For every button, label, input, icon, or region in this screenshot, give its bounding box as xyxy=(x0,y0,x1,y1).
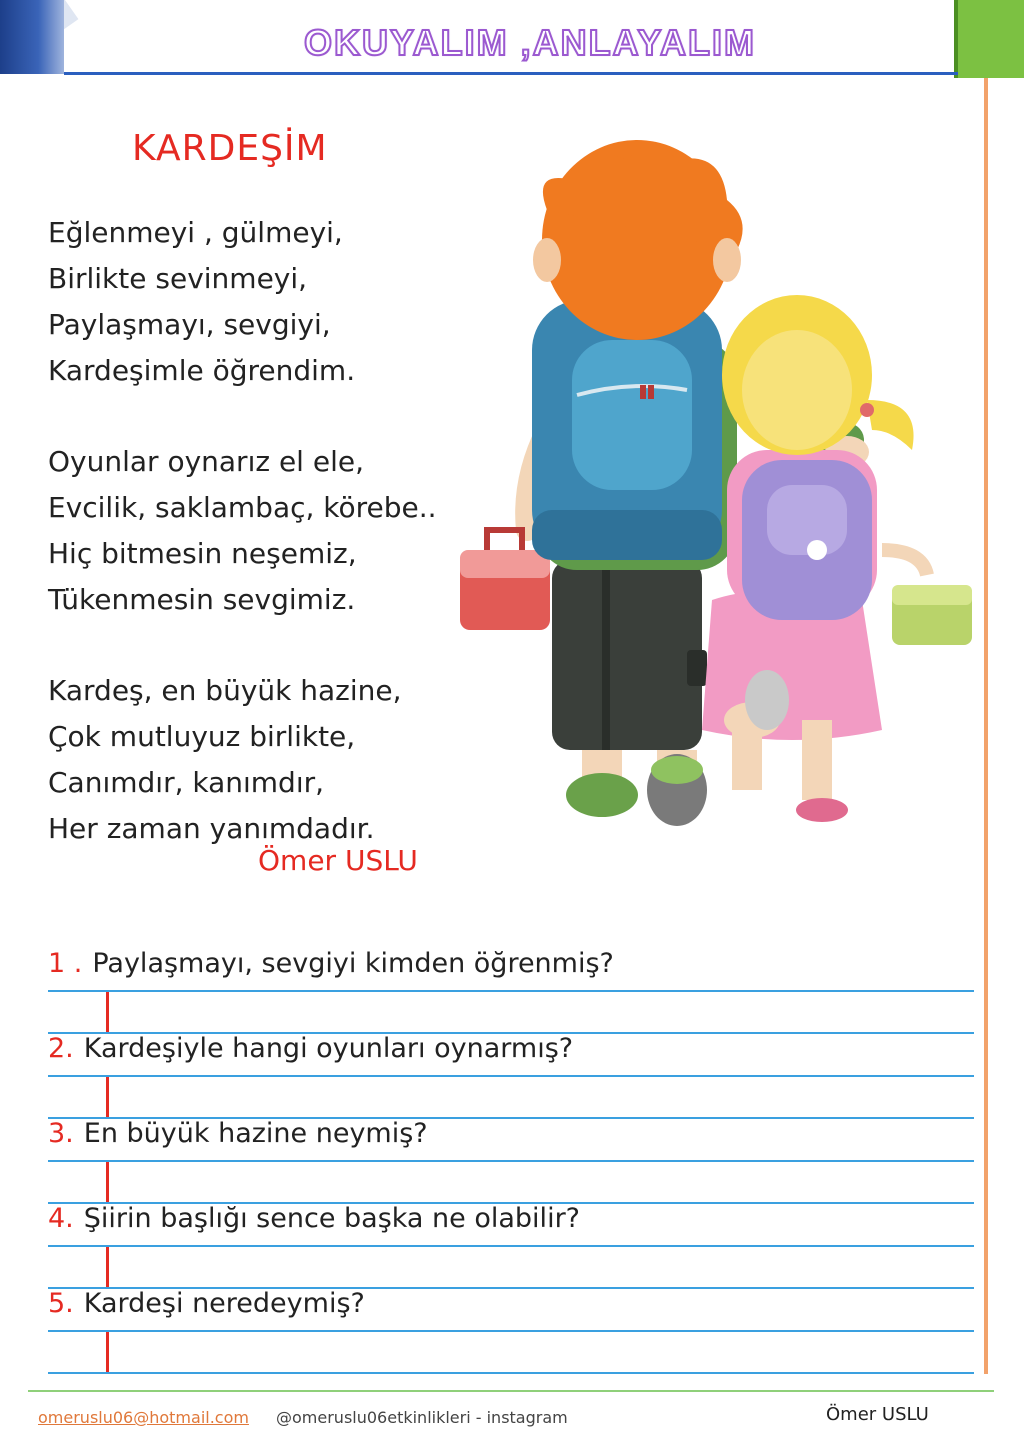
footer-divider xyxy=(28,1390,994,1392)
writing-line xyxy=(48,1330,974,1332)
question-1 xyxy=(48,944,974,1029)
poem-line: Birlikte sevinmeyi, xyxy=(48,262,308,295)
question-label: Şiirin başlığı sence başka ne olabilir? xyxy=(83,1203,580,1234)
poem-line: Evcilik, saklambaç, körebe.. xyxy=(48,491,437,524)
question-4 xyxy=(48,1199,974,1284)
question-text xyxy=(48,1203,580,1234)
poem-line: Çok mutluyuz birlikte, xyxy=(48,720,356,753)
question-number: 2. xyxy=(48,1033,74,1064)
question-list xyxy=(48,944,974,1369)
children-walking-illustration xyxy=(452,130,982,840)
footer-email-link[interactable]: omeruslu06@hotmail.com xyxy=(38,1408,249,1427)
margin-mark xyxy=(106,1332,109,1372)
margin-mark xyxy=(106,1247,109,1287)
question-number: 1 . xyxy=(48,948,83,979)
page-header-title: OKUYALIM ,ANLAYALIM xyxy=(303,22,757,63)
question-text xyxy=(48,1288,365,1319)
poem-body xyxy=(48,210,468,897)
poem-line: Paylaşmayı, sevgiyi, xyxy=(48,308,331,341)
poem-line: Tükenmesin sevgimiz. xyxy=(48,583,356,616)
margin-mark xyxy=(106,1162,109,1202)
corner-decoration-left xyxy=(0,0,64,74)
question-text xyxy=(48,1033,573,1064)
poem-line: Kardeş, en büyük hazine, xyxy=(48,674,402,707)
poem-line: Oyunlar oynarız el ele, xyxy=(48,445,364,478)
writing-line xyxy=(48,990,974,992)
poem-author: Ömer USLU xyxy=(258,844,418,877)
corner-decoration-right xyxy=(954,0,1024,78)
poem-stanza-2 xyxy=(48,439,468,623)
poem-line: Eğlenmeyi , gülmeyi, xyxy=(48,216,343,249)
poem-line: Canımdır, kanımdır, xyxy=(48,766,325,799)
corner-stripe-decoration xyxy=(64,0,194,74)
poem-line: Kardeşimle öğrendim. xyxy=(48,354,356,387)
question-3 xyxy=(48,1114,974,1199)
question-label: Paylaşmayı, sevgiyi kimden öğrenmiş? xyxy=(92,948,614,979)
margin-mark xyxy=(106,1077,109,1117)
answer-line[interactable] xyxy=(48,1372,974,1374)
question-number: 5. xyxy=(48,1288,74,1319)
header-divider xyxy=(64,72,958,75)
writing-line xyxy=(48,1160,974,1162)
question-2 xyxy=(48,1029,974,1114)
footer-instagram: @omeruslu06etkinlikleri - instagram xyxy=(276,1408,568,1427)
question-label: Kardeşi neredeymiş? xyxy=(83,1288,365,1319)
question-number: 3. xyxy=(48,1118,74,1149)
question-label: Kardeşiyle hangi oyunları oynarmış? xyxy=(83,1033,574,1064)
poem-stanza-1 xyxy=(48,210,468,394)
poem-stanza-3 xyxy=(48,668,468,852)
margin-mark xyxy=(106,992,109,1032)
question-number: 4. xyxy=(48,1203,74,1234)
poem-title: KARDEŞİM xyxy=(132,128,328,169)
footer-author: Ömer USLU xyxy=(826,1404,929,1425)
poem-line: Hiç bitmesin neşemiz, xyxy=(48,537,357,570)
right-margin-border xyxy=(984,78,988,1374)
writing-line xyxy=(48,1075,974,1077)
question-5 xyxy=(48,1284,974,1369)
question-text xyxy=(48,1118,428,1149)
writing-line xyxy=(48,1245,974,1247)
poem-line: Her zaman yanımdadır. xyxy=(48,812,375,845)
question-label: En büyük hazine neymiş? xyxy=(83,1118,428,1149)
question-text xyxy=(48,948,614,979)
